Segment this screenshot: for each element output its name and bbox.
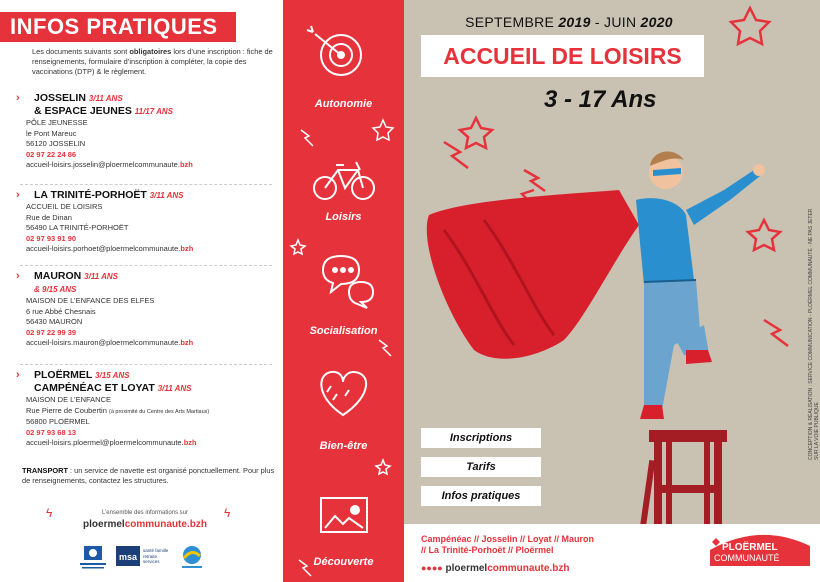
season-year: 2020 [640,14,673,30]
phone-number: 02 97 93 91 90 [26,233,77,243]
cover-panel [404,0,820,582]
intro-post: lors d’une inscription : fiche de renseignements, formulaire d’inscription à compléter, la copie des vaccinations (DTP) & le règlement. [32,47,273,76]
section-josselin [16,92,280,171]
address-block [20,296,280,349]
address-line: MAISON DE L’ENFANCE DES ELFES [26,296,155,305]
chevron-right-icon: › [16,270,20,282]
location-name: & ESPACE JEUNES [34,105,132,117]
msa-tagline: santé famille retraite services [143,548,169,564]
transport-info [22,466,280,486]
website-link[interactable] [60,519,230,530]
bicycle-icon [314,162,374,199]
star-doodle [748,220,780,250]
value-autonomie: Autonomie [314,98,373,110]
section-heading [20,92,280,105]
address-block [20,118,280,171]
url-part: ploermel [83,519,125,530]
intro-pre: Les documents suivants sont [32,47,130,56]
section-mauron [16,270,280,349]
address-line: PÔLE JEUNESSE [26,118,88,127]
location-name: JOSSELIN [34,92,86,104]
value-bien-etre: Bien-être [319,440,368,452]
side-credit: CONCEPTION & RÉALISATION : SERVICE COMMUNICATION - PLOËRMEL COMMUNAUTÉ - NE PAS JETER SUR LA VOIE PUBLIQUE [808,208,820,460]
divider [20,364,272,365]
age-range: 3/11 ANS [157,384,192,393]
location-name: LA TRINITÉ-PORHOËT [34,189,147,201]
email-ext: bzh [179,160,193,169]
pill-inscriptions: Inscriptions [421,428,541,448]
logo-line: COMMUNAUTÉ [714,553,780,563]
chevron-right-icon: › [16,369,20,381]
section-heading-2 [20,105,280,118]
address-line: Rue de Dinan [26,212,72,222]
address-line: 56120 JOSSELIN [26,139,86,148]
age-range: 3/11 ANS [149,191,184,200]
email-link[interactable] [26,160,280,171]
season-part: SEPTEMBRE [465,14,559,30]
towns-line: // La Trinité-Porhoët // Ploërmel [421,545,554,555]
zigzag-icon: ϟ [46,506,53,520]
logo-line: PLOËRMEL [722,542,778,553]
stool [639,430,727,537]
website-link[interactable] [421,563,569,574]
address-line [26,406,280,418]
email-text: accueil-loisirs.mauron@ploermelcommunaute. [26,338,181,347]
zigzag-icon: ϟ [224,506,231,520]
pill-infos-pratiques: Infos pratiques [421,486,541,506]
star-doodle [291,240,305,254]
section-heading-2 [20,382,280,395]
lightning-doodle [301,130,313,146]
towns-line: Campénéac // Josselin // Loyat // Mauron [421,534,595,544]
url-part: bzh [552,563,570,574]
address-line: le Pont Mareuc [26,128,77,138]
bottom-note: L’ensemble des informations sur [101,510,189,516]
season-part: - JUIN [590,14,641,30]
email-ext: bzh [180,244,194,253]
star-doodle [731,8,769,44]
email-text: accueil-loisirs.porhoet@ploermelcommunaute. [26,244,181,253]
section-ploermel [16,369,280,449]
url-part: ploermel [445,563,488,574]
url-part: communaute. [487,563,553,574]
towns-list [421,534,651,556]
address-line: 56800 PLOËRMEL [26,417,90,426]
value-decouverte: Découverte [313,556,374,568]
transport-label: TRANSPORT [22,466,68,475]
phone-number: 02 97 22 24 86 [26,149,77,159]
target-icon [307,26,361,75]
email-link[interactable] [26,338,280,349]
age-range: 3/15 ANS [95,371,130,380]
location-name: MAURON [34,270,82,282]
season-dates [424,14,714,30]
email-text: accueil-loisirs.ploermel@ploermelcommunaute. [26,438,184,447]
age-range: & 9/15 ANS [34,285,77,294]
ploermel-communaute-logo [702,528,812,568]
email-text: accueil-loisirs.josselin@ploermelcommunaute. [26,160,180,169]
email-link[interactable] [26,244,280,255]
section-heading-2 [20,283,280,296]
address-line: 56490 LA TRINITÉ-PORHOËT [26,223,129,232]
caf-logo [78,544,108,570]
chevron-right-icon: › [16,189,20,201]
star-doodle [373,120,393,140]
lightning-doodle [379,340,391,356]
location-name: PLOËRMEL [34,369,93,381]
age-range: 3/11 ANS [84,272,118,281]
value-loisirs: Loisirs [325,211,362,223]
address-block [20,395,280,449]
svg-text:msa: msa [118,552,138,562]
url-part: communaute. [124,519,190,530]
email-ext: bzh [180,338,194,347]
section-la-trinite [16,189,280,255]
child-figure [636,151,765,419]
season-year: 2019 [558,14,591,30]
street: Rue Pierre de Coubertin [26,405,107,415]
phone-number: 02 97 22 99 39 [26,327,77,337]
phone-number: 02 97 93 68 13 [26,427,77,437]
lightning-doodle [524,170,545,191]
address-block [20,202,280,255]
lightning-doodle [444,142,468,168]
speech-bubbles-icon [323,256,373,308]
pill-tarifs: Tarifs [421,457,541,477]
age-range: 11/17 ANS [134,107,174,116]
doodles [283,0,404,582]
section-heading [20,270,280,283]
chevron-right-icon: › [16,92,20,104]
divider [20,184,272,185]
address-line: 6 rue Abbé Chesnais [26,306,96,316]
value-socialisation: Socialisation [309,325,378,337]
age-range: 3/11 ANS [88,94,123,103]
intro-text [32,47,277,77]
msa-logo [116,544,170,570]
section-heading [20,369,280,382]
email-ext: bzh [183,438,197,447]
divider [20,265,272,266]
values-panel [283,0,404,582]
cover-title: ACCUEIL DE LOISIRS [421,35,704,77]
transport-text: : un service de navette est organisé ponctuellement. Pour plus de renseignements, contactez les structures. [22,466,275,485]
infos-pratiques-title: INFOS PRATIQUES [0,12,236,42]
age-range-title: 3 - 17 Ans [544,86,657,113]
star-doodle [460,118,492,148]
cape [427,190,639,359]
url-part: bzh [189,519,207,530]
heart-icon [321,372,366,415]
star-doodle [376,460,390,474]
picture-icon [321,498,367,532]
intro-bold: obligatoires [129,47,172,56]
email-link[interactable] [26,438,280,449]
lightning-doodle [764,320,788,346]
address-line: MAISON DE L’ENFANCE [26,395,112,404]
address-note: (à proximité du Centre des Arts Martiaux) [108,408,210,415]
section-heading [20,189,280,202]
infos-pratiques-panel [0,0,283,582]
morbihan-logo [174,544,210,570]
location-name: CAMPÉNÉAC ET LOYAT [34,382,155,394]
address-line: ACCUEIL DE LOISIRS [26,202,103,211]
social-icons: ●●●● [421,563,443,573]
address-line: 56430 MAURON [26,317,83,326]
